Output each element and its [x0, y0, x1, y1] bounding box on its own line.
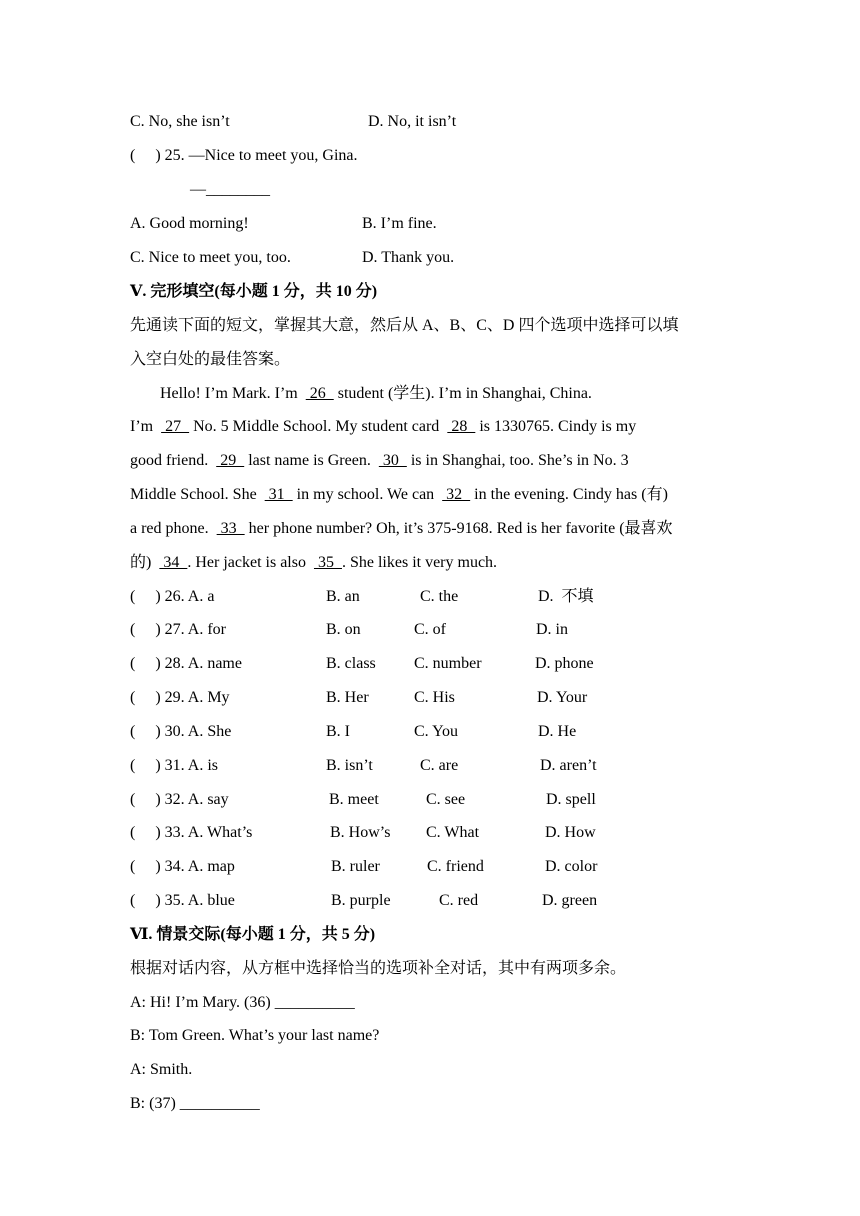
option-d: D. Thank you.: [362, 249, 455, 266]
dialog-line: A: Hi! I’m Mary. (36) __________: [130, 994, 355, 1011]
instruction-text: 根据对话内容，从方框中选择恰当的选项补全对话，其中有两项多余。: [130, 960, 627, 977]
option-d: D. green: [542, 892, 598, 909]
option-c: C. the: [420, 588, 459, 605]
option-b: B. isn’t: [326, 757, 373, 774]
question-num: ( ) 34. A. map: [130, 858, 235, 875]
option-b: B. an: [326, 588, 360, 605]
option-b: B. Her: [326, 689, 369, 706]
question-25-stem: ( ) 25. —Nice to meet you, Gina.: [130, 147, 358, 164]
question-num: ( ) 28. A. name: [130, 655, 242, 672]
blank-33: 33: [216, 520, 245, 537]
option-d: D. He: [538, 723, 577, 740]
option-b: B. I: [326, 723, 350, 740]
passage-line: a red phone. 33 her phone number? Oh, it’s 375-9168. Red is her favorite (最喜欢: [130, 520, 673, 537]
option-d: D. How: [545, 824, 596, 841]
option-c: C. Nice to meet you, too.: [130, 249, 291, 266]
dialog-line: A: Smith.: [130, 1061, 193, 1078]
option-d: D. spell: [546, 791, 596, 808]
dialog-line: B: Tom Green. What’s your last name?: [130, 1027, 380, 1044]
option-c: C. You: [414, 723, 459, 740]
option-c: C. His: [414, 689, 455, 706]
instruction-text: 先通读下面的短文，掌握其大意，然后从 A、B、C、D 四个选项中选择可以填: [130, 317, 679, 334]
section-heading: Ⅵ. 情景交际(每小题 1 分，共 5 分): [130, 926, 376, 943]
option-c: C. friend: [427, 858, 484, 875]
option-b: B. How’s: [330, 824, 391, 841]
option-d: D. Your: [537, 689, 588, 706]
question-num: ( ) 29. A. My: [130, 689, 230, 706]
option-c: C. No, she isn’t: [130, 113, 230, 130]
blank-27: 27: [161, 418, 190, 435]
question-num: ( ) 35. A. blue: [130, 892, 235, 909]
blank-31: 31: [264, 486, 293, 503]
option-b: B. class: [326, 655, 376, 672]
instruction-text: 入空白处的最佳答案。: [130, 351, 291, 368]
option-d: D. in: [536, 621, 568, 638]
option-d: D. No, it isn’t: [368, 113, 457, 130]
blank-29: 29: [216, 452, 245, 469]
blank-32: 32: [442, 486, 471, 503]
option-b: B. I’m fine.: [362, 215, 437, 232]
question-num: ( ) 27. A. for: [130, 621, 226, 638]
option-d: D. 不填: [538, 588, 594, 605]
passage-line: I’m 27 No. 5 Middle School. My student card 28 is 1330765. Cindy is my: [130, 418, 637, 435]
option-b: B. ruler: [331, 858, 380, 875]
option-d: D. color: [545, 858, 598, 875]
passage-line: good friend. 29 last name is Green. 30 is in Shanghai, too. She’s in No. 3: [130, 452, 629, 469]
blank-26: 26: [305, 385, 334, 402]
question-num: ( ) 32. A. say: [130, 791, 229, 808]
passage-line: 的) 34 . Her jacket is also 35 . She likes it very much.: [130, 554, 498, 571]
option-d: D. aren’t: [540, 757, 597, 774]
option-d: D. phone: [535, 655, 594, 672]
option-a: A. Good morning!: [130, 215, 249, 232]
blank-28: 28: [447, 418, 476, 435]
option-c: C. are: [420, 757, 459, 774]
option-b: B. on: [326, 621, 361, 638]
option-c: C. red: [439, 892, 479, 909]
option-b: B. meet: [329, 791, 379, 808]
dialog-line: B: (37) __________: [130, 1095, 260, 1112]
question-num: ( ) 30. A. She: [130, 723, 232, 740]
option-c: C. What: [426, 824, 480, 841]
option-b: B. purple: [331, 892, 391, 909]
passage-line: Middle School. She 31 in my school. We can 32 in the evening. Cindy has (有): [130, 486, 668, 503]
option-c: C. see: [426, 791, 466, 808]
blank-35: 35: [313, 554, 342, 571]
question-num: ( ) 31. A. is: [130, 757, 218, 774]
question-num: ( ) 26. A. a: [130, 588, 215, 605]
blank-30: 30: [378, 452, 407, 469]
answer-line: —________: [190, 181, 270, 198]
blank-34: 34: [159, 554, 188, 571]
section-heading: Ⅴ. 完形填空(每小题 1 分，共 10 分): [130, 283, 378, 300]
passage-line: Hello! I’m Mark. I’m 26 student (学生). I’m in Shanghai, China.: [160, 385, 592, 402]
option-c: C. of: [414, 621, 446, 638]
option-c: C. number: [414, 655, 482, 672]
question-num: ( ) 33. A. What’s: [130, 824, 253, 841]
